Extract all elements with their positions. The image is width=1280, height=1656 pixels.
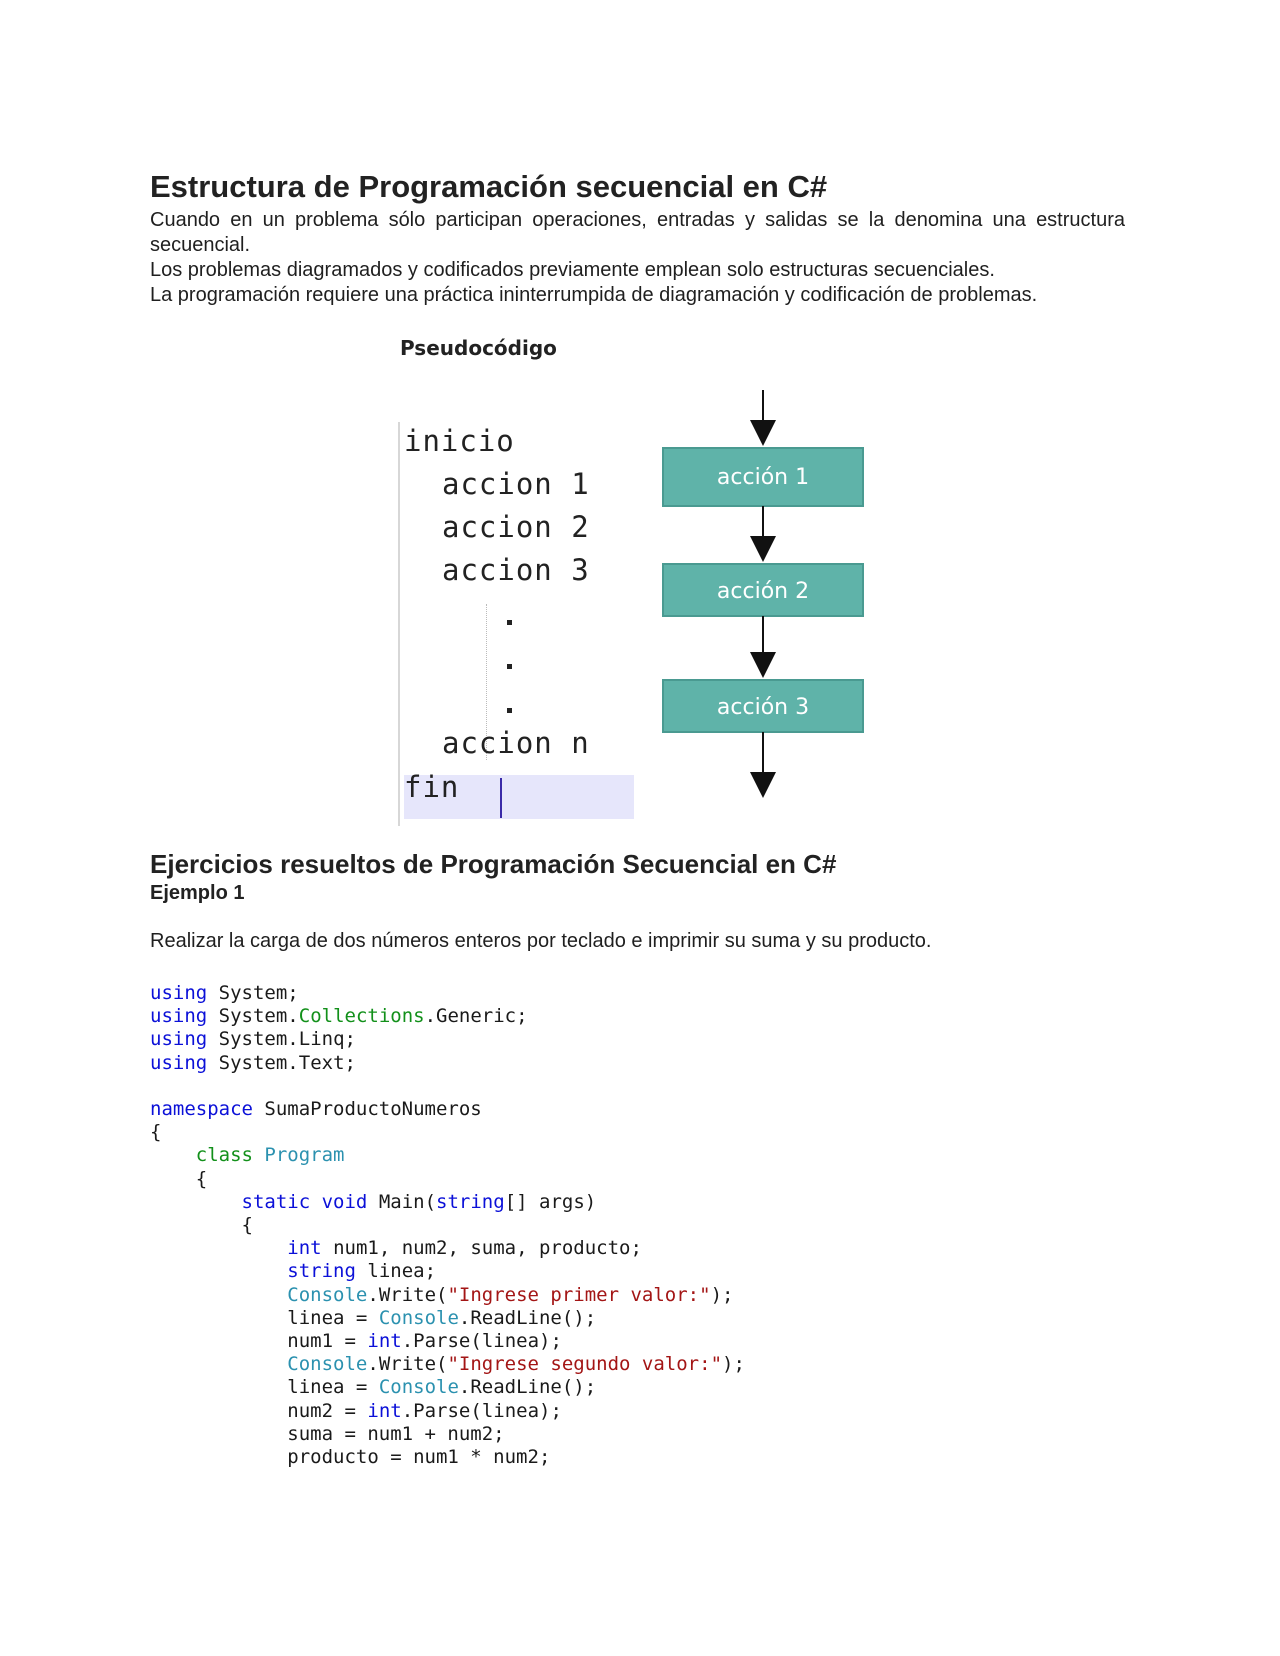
- flow-arrow-2: [750, 506, 776, 562]
- page-title: Estructura de Programación secuencial en C#: [150, 169, 828, 204]
- intro-paragraph-1: Cuando en un problema sólo participan operaciones, entradas y salidas se la denomina una estructura secuencial.: [150, 209, 1125, 256]
- intro-paragraph-2: Los problemas diagramados y codificados previamente emplean solo estructuras secuenciales.: [150, 259, 995, 281]
- flow-box-3: [663, 680, 863, 732]
- pseudo-line-fin: fin: [404, 770, 460, 804]
- pseudo-line-accion-1: accion 1: [442, 467, 590, 501]
- ellipsis-dot: [507, 664, 512, 669]
- pseudo-line-inicio: inicio: [404, 424, 515, 458]
- flow-arrow-3: [750, 616, 776, 678]
- example-heading: Ejemplo 1: [150, 882, 245, 904]
- sequence-figure: [0, 330, 1280, 830]
- pseudocode-title: Pseudocódigo: [400, 336, 557, 360]
- section-heading: Ejercicios resueltos de Programación Secuencial en C#: [150, 849, 837, 879]
- intro-paragraph-3: La programación requiere una práctica ininterrumpida de diagramación y codificación de problemas.: [150, 284, 1038, 306]
- flow-box-3-label: acción 3: [716, 695, 810, 720]
- flow-arrow-4: [750, 732, 776, 798]
- code-block: using System; using System.Collections.Generic; using System.Linq; using System.Text; namespace SumaProductoNumeros { class Program { static void Main(string[] args) { int num1, num2, suma, producto; string linea; Console.Write("Ingrese primer valor:"); linea = Console.ReadLine(); num1 = int.Parse(linea); Console.Write("Ingrese segundo valor:"); linea = Console.ReadLine(); num2 = int.Parse(linea); suma = num1 + num2; producto = num1 * num2;: [150, 982, 745, 1469]
- flow-box-1-label: acción 1: [716, 465, 810, 490]
- flow-arrow-1: [750, 390, 776, 446]
- flow-box-1: [663, 448, 863, 506]
- exercises-section: [150, 848, 1125, 954]
- task-description: Realizar la carga de dos números enteros por teclado e imprimir su suma y su producto.: [150, 930, 932, 952]
- flow-box-2-label: acción 2: [716, 579, 810, 604]
- pseudo-line-accion-n: accion n: [442, 726, 590, 760]
- pseudo-line-accion-3: accion 3: [442, 553, 590, 587]
- document-page: [150, 168, 1125, 1469]
- intro-text: [150, 208, 1125, 308]
- flowchart: [650, 390, 870, 810]
- ellipsis-dot: [507, 708, 512, 713]
- text-cursor: [500, 778, 502, 818]
- flow-box-2: [663, 564, 863, 616]
- ellipsis-dot: [507, 620, 512, 625]
- pseudo-line-accion-2: accion 2: [442, 510, 590, 544]
